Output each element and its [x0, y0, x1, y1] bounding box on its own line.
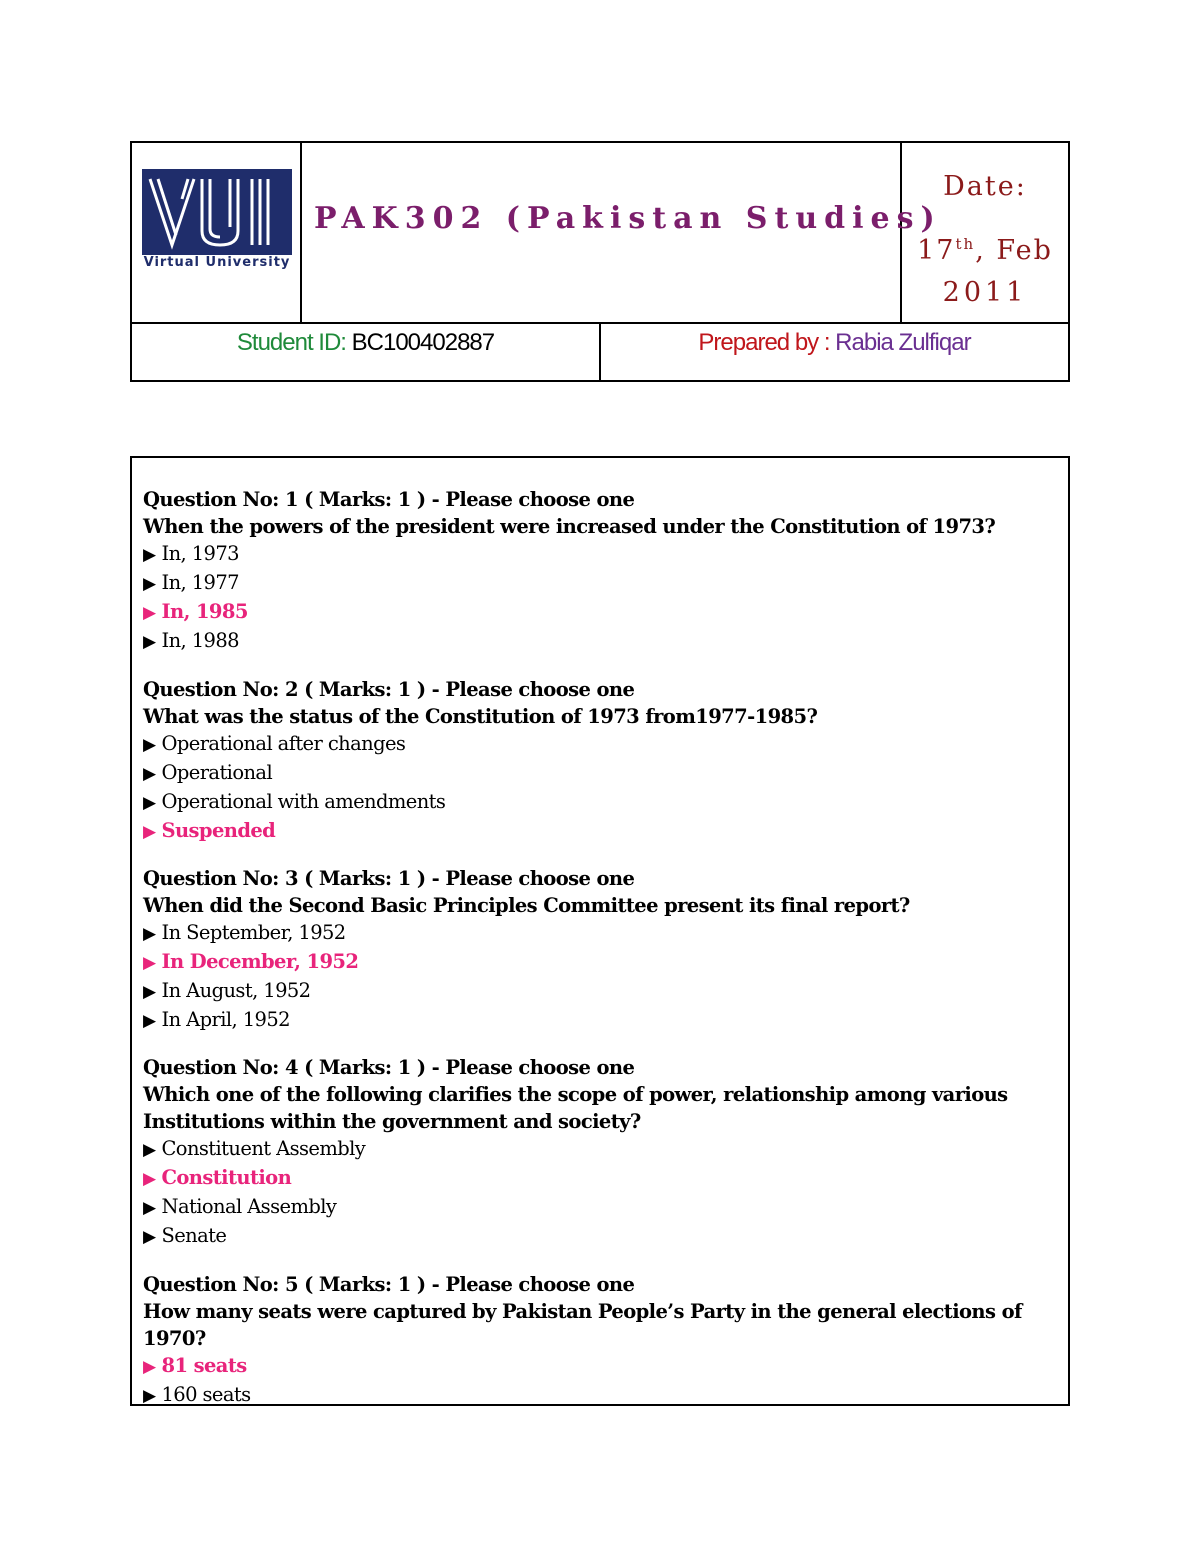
student-id-value: BC100402887 [351, 329, 495, 356]
logo-caption: Virtual University [143, 255, 291, 270]
option-label: Operational with amendments [161, 790, 446, 813]
option[interactable] [143, 569, 1043, 598]
question-1 [143, 486, 1043, 656]
question-text-line-2: 1970? [143, 1327, 206, 1350]
question-5 [143, 1271, 1043, 1410]
arrow-icon: ▶ [143, 574, 156, 594]
student-id-cell [132, 324, 601, 380]
arrow-icon: ▶ [143, 924, 156, 944]
questions-box [130, 456, 1070, 1406]
date-cell [902, 143, 1068, 322]
question-4 [143, 1054, 1043, 1251]
header-bottom-row [132, 324, 1068, 380]
option[interactable] [143, 730, 1043, 759]
arrow-icon: ▶ [143, 603, 156, 623]
arrow-icon: ▶ [143, 1140, 156, 1160]
question-3 [143, 865, 1043, 1035]
option-label: Senate [161, 1224, 227, 1247]
question-text: When did the Second Basic Principles Committee present its final report? [143, 894, 910, 917]
question-text-line-1: Which one of the following clarifies the scope of power, relationship among various [143, 1083, 1008, 1106]
arrow-icon: ▶ [143, 982, 156, 1002]
option-label: Constituent Assembly [161, 1137, 366, 1160]
date-day-month [902, 235, 1068, 266]
option-label: In December, 1952 [161, 950, 359, 973]
option-correct[interactable] [143, 817, 1043, 846]
date-label: Date: [943, 171, 1027, 202]
arrow-icon: ▶ [143, 822, 156, 842]
vu-logo [142, 169, 292, 255]
option-label: In April, 1952 [161, 1008, 290, 1031]
option[interactable] [143, 919, 1043, 948]
arrow-icon: ▶ [143, 1227, 156, 1247]
option-correct[interactable] [143, 1164, 1043, 1193]
course-title: PAK302 (Pakistan Studies) [314, 201, 942, 236]
prepared-by-label: Prepared by : [698, 329, 836, 356]
question-header: Question No: 3 ( Marks: 1 ) - Please choose one [143, 867, 635, 890]
question-header: Question No: 2 ( Marks: 1 ) - Please choose one [143, 678, 635, 701]
question-header: Question No: 4 ( Marks: 1 ) - Please choose one [143, 1056, 635, 1079]
option-label: In August, 1952 [161, 979, 311, 1002]
option[interactable] [143, 977, 1043, 1006]
option-label: Operational after changes [161, 732, 406, 755]
option-label: In, 1977 [161, 571, 239, 594]
header-top-row [132, 143, 1068, 324]
option[interactable] [143, 759, 1043, 788]
option-correct[interactable] [143, 1352, 1043, 1381]
arrow-icon: ▶ [143, 1198, 156, 1218]
arrow-icon: ▶ [143, 764, 156, 784]
prepared-by-value: Rabia Zulfiqar [835, 329, 971, 356]
option[interactable] [143, 1193, 1043, 1222]
option-correct[interactable] [143, 598, 1043, 627]
date-day: 17 [917, 235, 956, 266]
option[interactable] [143, 627, 1043, 656]
logo-cell [132, 143, 302, 322]
option-correct[interactable] [143, 948, 1043, 977]
option-label: 160 seats [161, 1383, 251, 1406]
question-text-line-2: Institutions within the government and society? [143, 1110, 641, 1133]
student-id-label: Student ID: [236, 329, 352, 356]
option-label: In, 1985 [161, 600, 248, 623]
arrow-icon: ▶ [143, 793, 156, 813]
arrow-icon: ▶ [143, 1011, 156, 1031]
option-label: In September, 1952 [161, 921, 346, 944]
arrow-icon: ▶ [143, 735, 156, 755]
question-header: Question No: 1 ( Marks: 1 ) - Please choose one [143, 488, 635, 511]
question-text-line-1: How many seats were captured by Pakistan People’s Party in the general elections of [143, 1300, 1022, 1323]
option[interactable] [143, 1135, 1043, 1164]
arrow-icon: ▶ [143, 953, 156, 973]
option-label: 81 seats [161, 1354, 247, 1377]
question-2 [143, 676, 1043, 846]
date-month: , Feb [975, 235, 1053, 266]
option[interactable] [143, 1381, 1043, 1410]
option[interactable] [143, 540, 1043, 569]
option[interactable] [143, 788, 1043, 817]
option-label: National Assembly [161, 1195, 337, 1218]
arrow-icon: ▶ [143, 632, 156, 652]
option-label: In, 1973 [161, 542, 239, 565]
question-text: When the powers of the president were increased under the Constitution of 1973? [143, 515, 996, 538]
question-text: What was the status of the Constitution of 1973 from1977-1985? [143, 705, 818, 728]
date-day-suffix: th [955, 235, 976, 253]
prepared-by-cell [601, 324, 1068, 380]
arrow-icon: ▶ [143, 1169, 156, 1189]
question-header: Question No: 5 ( Marks: 1 ) - Please choose one [143, 1273, 635, 1296]
arrow-icon: ▶ [143, 545, 156, 565]
arrow-icon: ▶ [143, 1357, 156, 1377]
option-label: Constitution [161, 1166, 292, 1189]
arrow-icon: ▶ [143, 1386, 156, 1406]
option-label: In, 1988 [161, 629, 239, 652]
vu-logo-mark [142, 169, 292, 255]
option-label: Operational [161, 761, 273, 784]
date-year: 2011 [942, 277, 1028, 308]
header-table [130, 141, 1070, 382]
option[interactable] [143, 1006, 1043, 1035]
option-label: Suspended [161, 819, 276, 842]
option[interactable] [143, 1222, 1043, 1251]
